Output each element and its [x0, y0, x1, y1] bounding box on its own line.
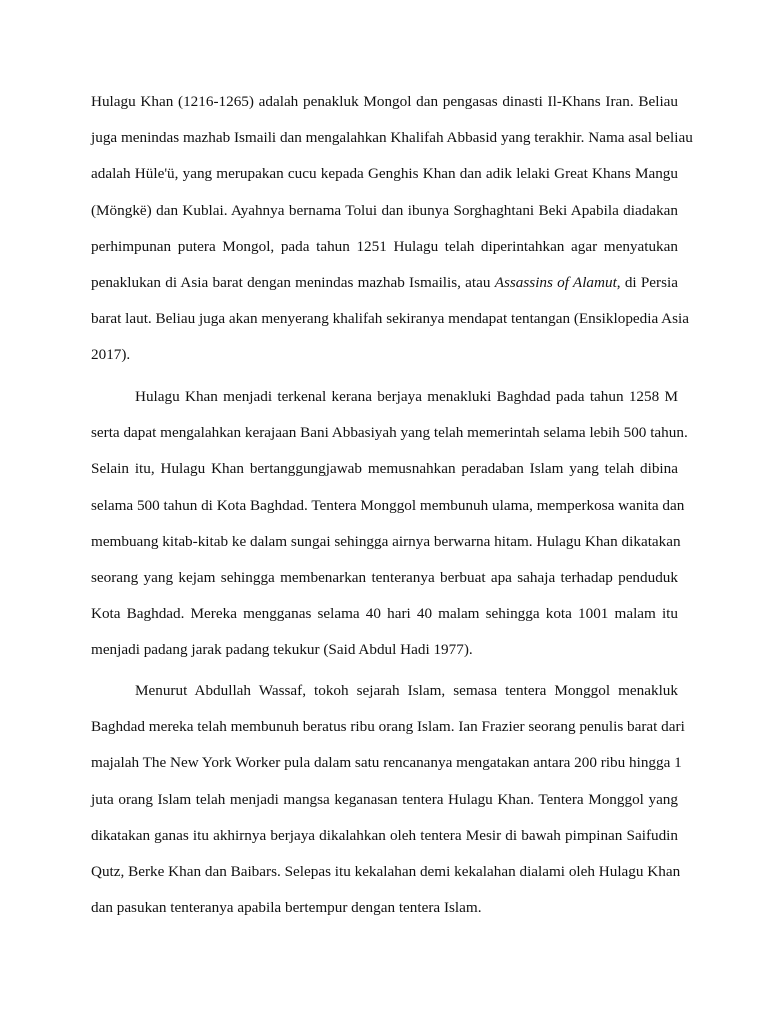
- paragraph-2-line: membuang kitab-kitab ke dalam sungai sehingga airnya berwarna hitam. Hulagu Khan dikatakan: [91, 532, 681, 550]
- paragraph-2-line: serta dapat mengalahkan kerajaan Bani Abbasiyah yang telah memerintah selama lebih 500 tahun.: [91, 424, 688, 442]
- paragraph-2-line: seorang yang kejam sehingga membenarkan tenteranya berbuat apa sahaja terhadap penduduk: [91, 568, 678, 586]
- paragraph-3: [91, 681, 685, 934]
- paragraph-1-line: (Möngkë) dan Kublai. Ayahnya bernama Tolui dan ibunya Sorghaghtani Beki Apabila diadakan: [91, 201, 678, 219]
- paragraph-3-last-line: dan pasukan tenteranya apabila bertempur dengan tentera Islam.: [91, 899, 482, 917]
- paragraph-3-line: Baghdad mereka telah membunuh beratus ribu orang Islam. Ian Frazier seorang penulis barat dari: [91, 718, 685, 736]
- paragraph-2: [91, 387, 688, 677]
- paragraph-2-line: Kota Baghdad. Mereka mengganas selama 40 hari 40 malam sehingga kota 1001 malam itu: [91, 605, 678, 623]
- paragraph-3-line: majalah The New York Worker pula dalam satu rencananya mengatakan antara 200 ribu hingga 1: [91, 754, 682, 772]
- paragraph-1-line: barat laut. Beliau juga akan menyerang khalifah sekiranya mendapat tentangan (Ensiklopedia Asia: [91, 310, 689, 328]
- italic-phrase: Assassins of Alamut: [494, 273, 617, 291]
- paragraph-2-line: Selain itu, Hulagu Khan bertanggungjawab memusnahkan peradaban Islam yang telah dibina: [91, 460, 678, 478]
- paragraph-1-line: Hulagu Khan (1216-1265) adalah penakluk Mongol dan pengasas dinasti Il-Khans Iran. Beliau: [91, 93, 678, 110]
- paragraph-3-line: dikatakan ganas itu akhirnya berjaya dikalahkan oleh tentera Mesir di bawah pimpinan Saifudin: [91, 826, 678, 844]
- paragraph-3-line: juta orang Islam telah menjadi mangsa keganasan tentera Hulagu Khan. Tentera Monggol yang: [91, 790, 678, 808]
- paragraph-1-line-with-italic: [91, 273, 678, 309]
- line-text: penaklukan di Asia barat dengan menindas mazhab Ismailis, atau: [91, 273, 495, 291]
- paragraph-2-line: selama 500 tahun di Kota Baghdad. Tentera Monggol membunuh ulama, memperkosa wanita dan: [91, 496, 685, 514]
- paragraph-2-last-line: menjadi padang jarak padang tekukur (Said Abdul Hadi 1977).: [91, 641, 473, 659]
- paragraph-1-line: adalah Hüle'ü, yang merupakan cucu kepada Genghis Khan dan adik lelaki Great Khans Mangu: [91, 165, 678, 183]
- paragraph-1-last-line: 2017).: [91, 346, 131, 364]
- paragraph-2-first-line: Hulagu Khan menjadi terkenal kerana berjaya menakluki Baghdad pada tahun 1258 M: [135, 388, 678, 405]
- paragraph-3-line: Qutz, Berke Khan dan Baibars. Selepas itu kekalahan demi kekalahan dialami oleh Hulagu Khan: [91, 862, 681, 880]
- paragraph-1: [91, 92, 693, 382]
- paragraph-3-first-line: Menurut Abdullah Wassaf, tokoh sejarah Islam, semasa tentera Monggol menakluk: [135, 682, 678, 699]
- line-text: , di Persia: [616, 273, 678, 291]
- paragraph-1-line: juga menindas mazhab Ismaili dan mengalahkan Khalifah Abbasid yang terakhir. Nama asal beliau: [91, 129, 693, 147]
- paragraph-1-line: perhimpunan putera Mongol, pada tahun 1251 Hulagu telah diperintahkan agar menyatukan: [91, 237, 678, 255]
